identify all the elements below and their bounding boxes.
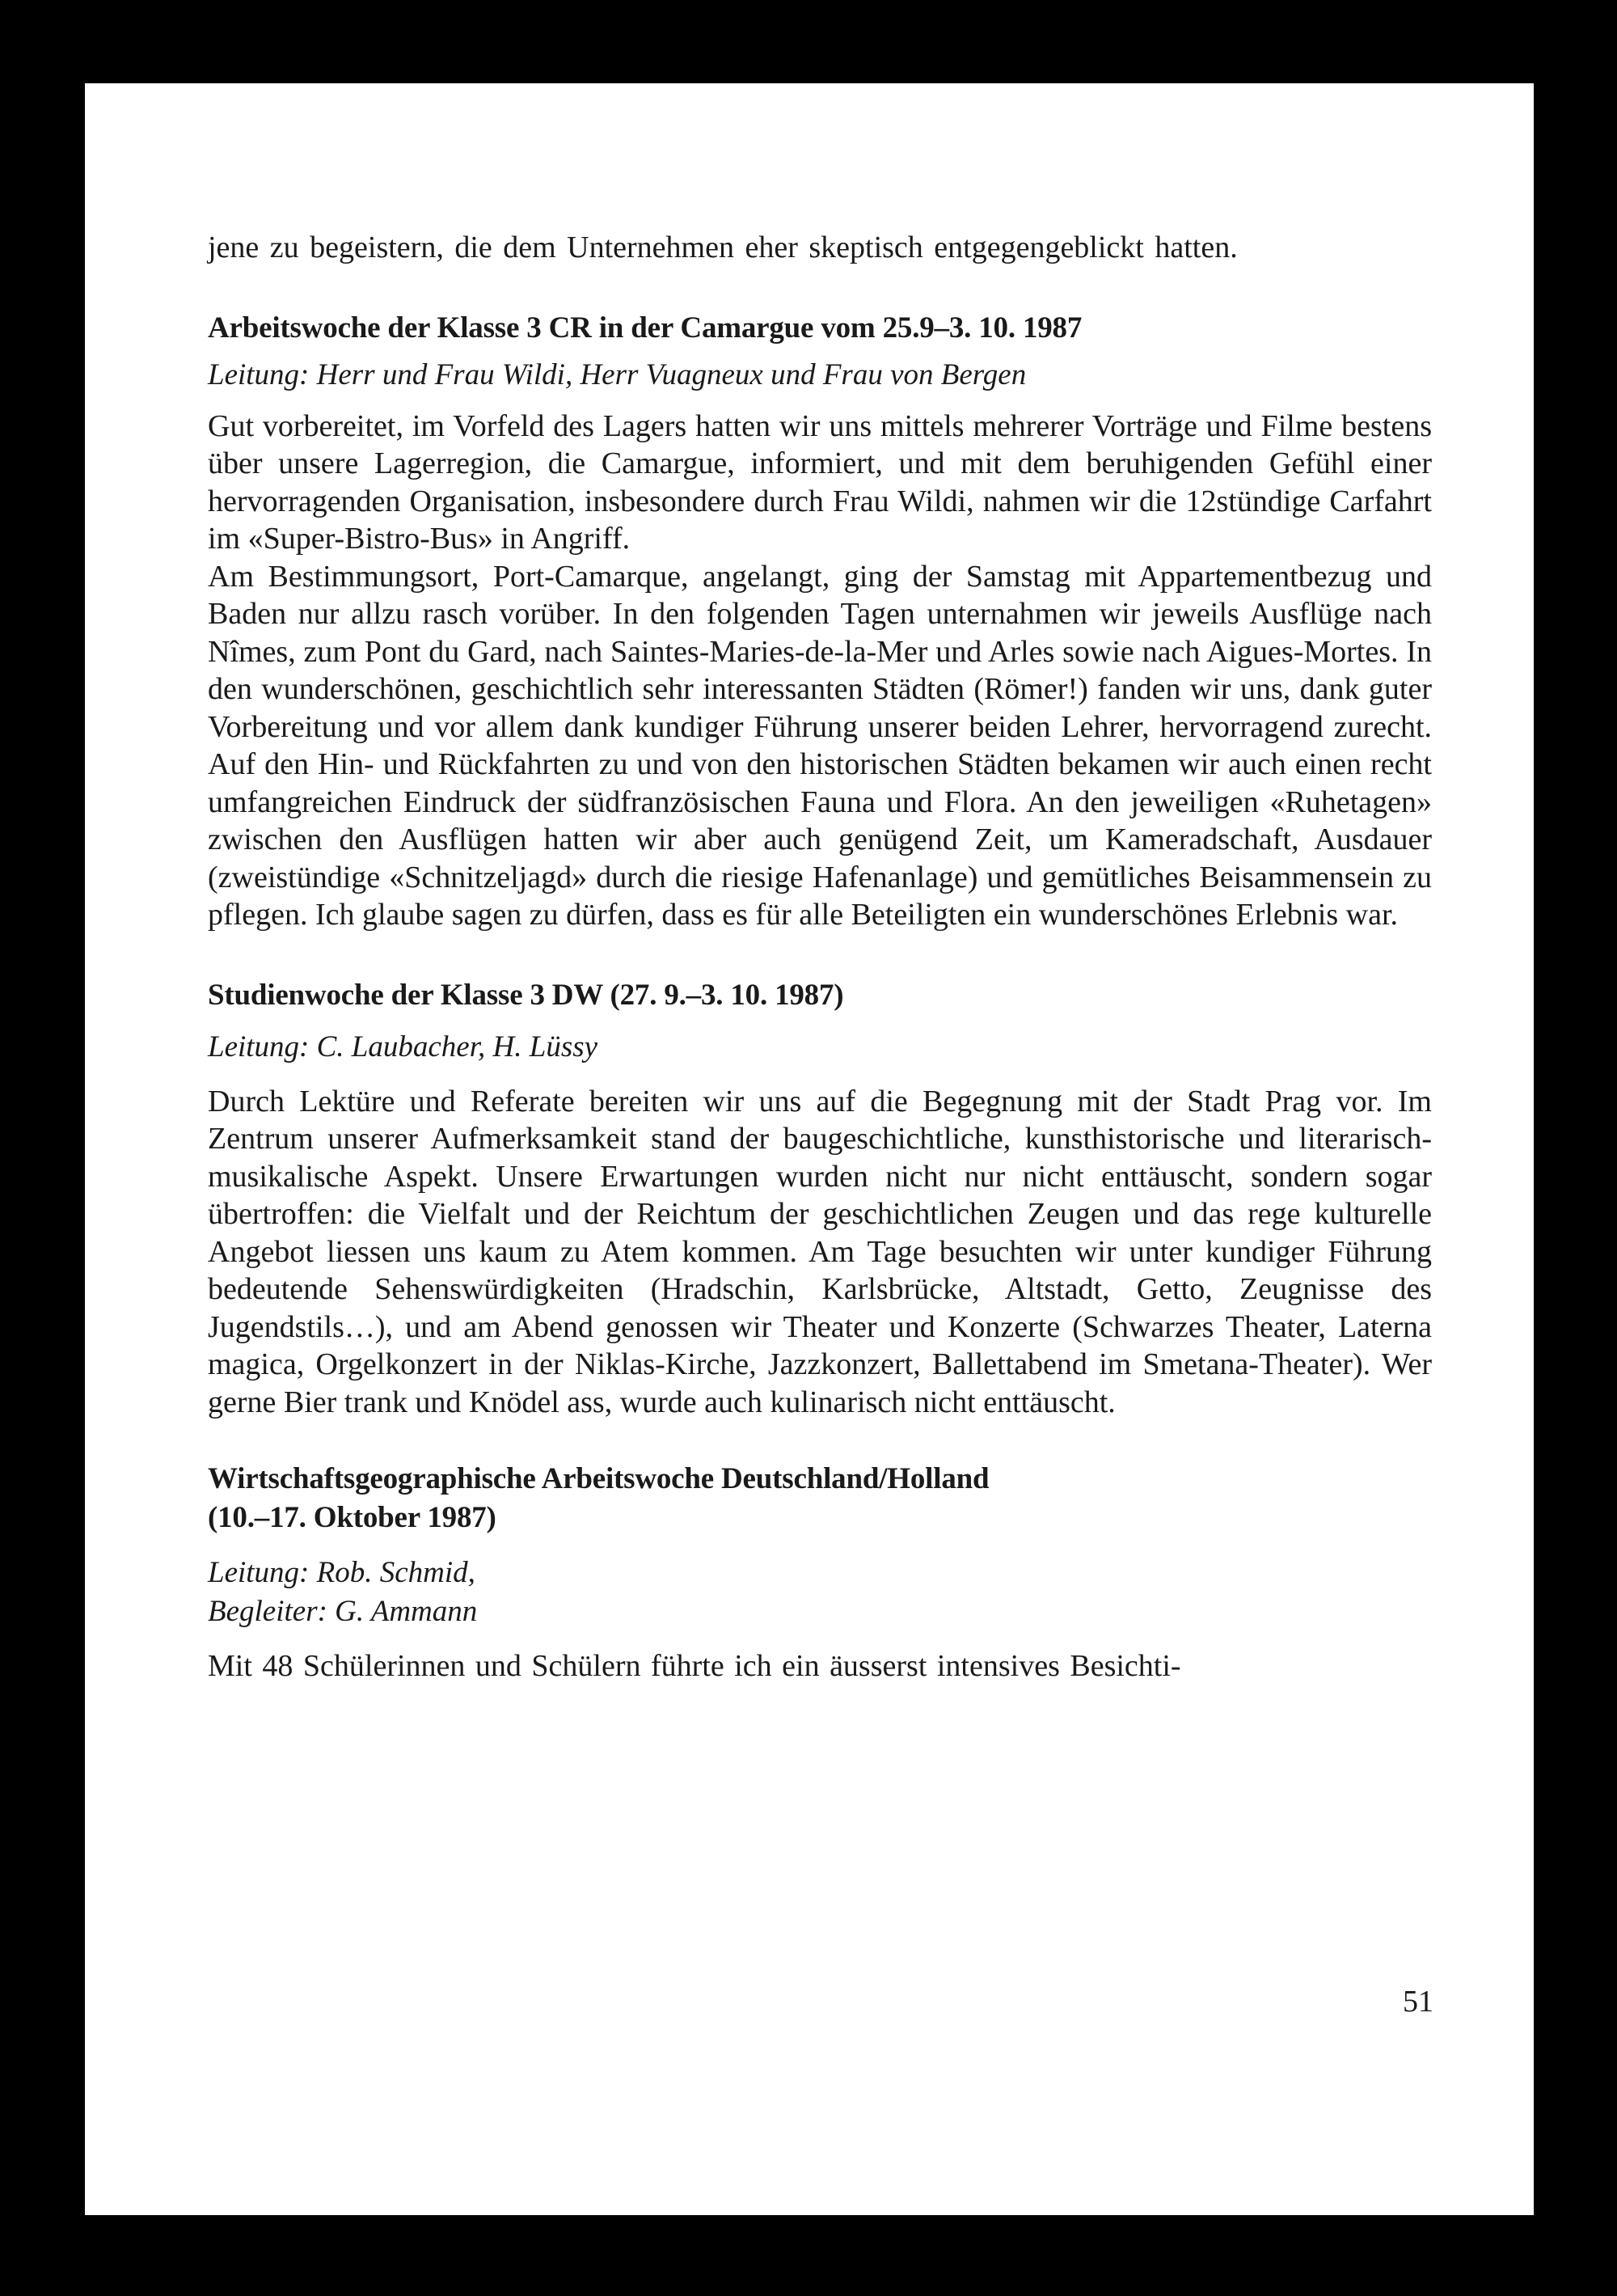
section-heading-camargue: Arbeitswoche der Klasse 3 CR in der Camargue vom 25.9–3. 10. 1987	[208, 311, 1083, 345]
paragraph-camargue-1: Gut vorbereitet, im Vorfeld des Lagers hatten wir uns mittels mehrerer Vorträge und Filme bestens über unsere Lagerregion, die Camargue, informiert, und mit dem beruhigenden Gefühl einer hervorragenden Organisation, insbesondere durch Frau Wildi, nahmen wir die 12stündige Carfahrt im «Super-Bistro-Bus» in Angriff.	[208, 408, 1432, 556]
leitung-holland: Leitung: Rob. Schmid,	[208, 1556, 475, 1589]
paragraph-holland-1: Mit 48 Schülerinnen und Schülern führte ich ein äusserst intensives Besichti-	[208, 1649, 1181, 1683]
paragraph-prag-1: Durch Lektüre und Referate bereiten wir uns auf die Begegnung mit der Stadt Prag vor. Im Zentrum unserer Aufmerksamkeit stand der baugeschichtliche, kunsthistorische und literarisch-musikalische Aspekt. Unsere Erwartungen wurden nicht nur nicht enttäuscht, sondern sogar übertroffen: die Vielfalt und der Reichtum der geschichtlichen Zeugen und das rege kulturelle Angebot liessen uns kaum zu Atem kommen. Am Tage besuchten wir unter kundiger Führung bedeutende Sehenswürdigkeiten (Hradschin, Karlsbrücke, Altstadt, Getto, Zeugnisse des Jugendstils…), und am Abend genossen wir Theater und Konzerte (Schwarzes Theater, Laterna magica, Orgelkonzert in der Niklas-Kirche, Jazzkonzert, Ballettabend im Smetana-Theater). Wer gerne Bier trank und Knödel ass, wurde auch kulinarisch nicht enttäuscht.	[208, 1084, 1432, 1419]
document-page	[85, 83, 1534, 2215]
text-column	[208, 229, 1432, 1685]
page-number: 51	[1403, 1985, 1433, 2019]
intro-paragraph: jene zu begeistern, die dem Unternehmen eher skeptisch entgegengeblickt hatten.	[208, 230, 1238, 264]
begleiter-holland: Begleiter: G. Ammann	[208, 1595, 478, 1628]
section-heading-prag: Studienwoche der Klasse 3 DW (27. 9.–3. 10. 1987)	[208, 978, 844, 1012]
paragraph-camargue-2: Am Bestimmungsort, Port-Camarque, angelangt, ging der Samstag mit Appartementbezug und Baden nur allzu rasch vorüber. In den folgenden Tagen unternahmen wir jeweils Ausflüge nach Nîmes, zum Pont du Gard, nach Saintes-Maries-de-la-Mer und Arles sowie nach Aigues-Mortes. In den wunderschönen, geschichtlich sehr interessanten Städten (Römer!) fanden wir uns, dank guter Vorbereitung und vor allem dank kundiger Führung unserer beiden Lehrer, hervorragend zurecht. Auf den Hin- und Rückfahrten zu und von den historischen Städten bekamen wir auch einen recht umfangreichen Eindruck der südfranzösischen Fauna und Flora. An den jeweiligen «Ruhetagen» zwischen den Ausflügen hatten wir aber auch genügend Zeit, um Kameradschaft, Ausdauer (zweistündige «Schnitzeljagd» durch die riesige Hafenanlage) und gemütliches Beisammensein zu pflegen. Ich glaube sagen zu dürfen, dass es für alle Beteiligten ein wunderschönes Erlebnis war.	[208, 559, 1432, 932]
leitung-camargue: Leitung: Herr und Frau Wildi, Herr Vuagneux und Frau von Bergen	[208, 357, 1027, 391]
section-heading-holland-line1: Wirtschaftsgeographische Arbeitswoche Deutschland/Holland	[208, 1462, 990, 1495]
section-heading-holland-line2: (10.–17. Oktober 1987)	[208, 1501, 496, 1534]
leitung-prag: Leitung: C. Laubacher, H. Lüssy	[208, 1030, 598, 1063]
